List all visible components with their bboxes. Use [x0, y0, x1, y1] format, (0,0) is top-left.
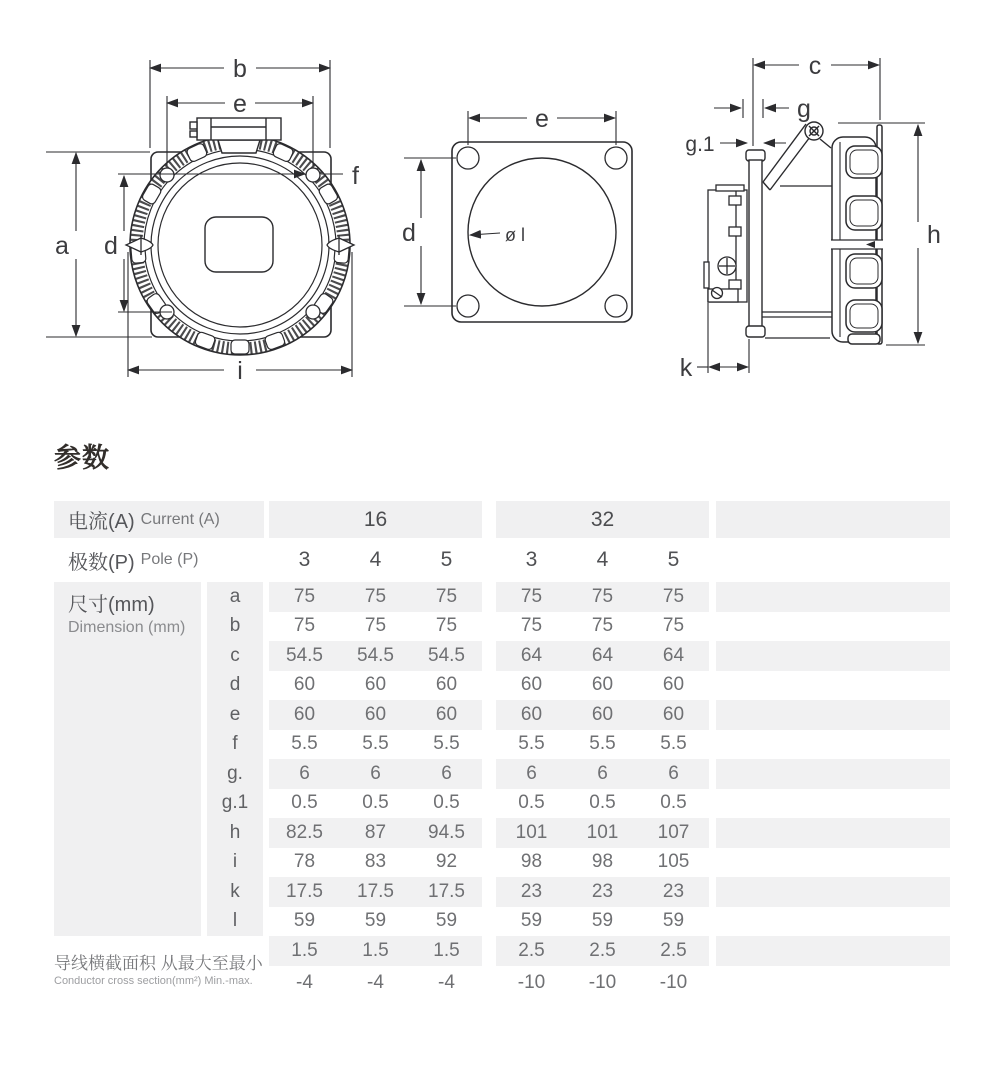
dimension-label — [54, 582, 201, 936]
params-table — [54, 501, 954, 1000]
empty-cell — [716, 907, 950, 937]
dim-value: 17.5 — [411, 877, 482, 907]
dim-label-k: k — [679, 354, 693, 382]
dim-value: 75 — [496, 582, 567, 612]
dim-row-g — [207, 759, 954, 789]
dim-value: 107 — [638, 818, 709, 848]
current-label-en: Current (A) — [140, 510, 220, 528]
dim-value: 54.5 — [340, 641, 411, 671]
pole-value: 4 — [596, 548, 609, 571]
pole-label — [54, 538, 264, 582]
dim-key: e — [207, 700, 263, 730]
conductor-label-en: Conductor cross section(mm²) Min.-max. — [54, 974, 253, 987]
dim-row-e — [207, 700, 954, 730]
dim-value: 60 — [496, 700, 567, 730]
conductor-value: -4 — [296, 971, 313, 993]
dim-label-hole-diameter: ø l — [505, 225, 525, 245]
dim-value: 82.5 — [269, 818, 340, 848]
dim-key: f — [207, 730, 263, 760]
dim-row-h — [207, 818, 954, 848]
dim-label-e: e — [233, 90, 247, 118]
dim-value: 75 — [364, 615, 387, 637]
technical-drawing — [0, 0, 1001, 432]
dim-row-b — [207, 612, 954, 642]
dim-value: 60 — [340, 700, 411, 730]
empty-cell — [716, 966, 950, 1000]
dim-value: 23 — [567, 877, 638, 907]
dim-value: 59 — [520, 910, 543, 932]
dim-value: 0.5 — [433, 792, 460, 814]
conductor-value: 1.5 — [269, 936, 340, 966]
empty-cell — [716, 848, 950, 878]
plate-view — [402, 105, 632, 322]
current-label — [54, 501, 264, 538]
dim-value: 75 — [638, 582, 709, 612]
dim-row-d — [207, 671, 954, 701]
dim-value: 75 — [567, 582, 638, 612]
dim-value: 60 — [662, 674, 685, 696]
empty-cell — [716, 789, 950, 819]
side-view — [680, 52, 941, 382]
dim-value: 60 — [567, 700, 638, 730]
dim-value: 23 — [496, 877, 567, 907]
current-label-cn: 电流(A) — [68, 511, 135, 533]
dim-value: 60 — [364, 674, 387, 696]
dim-value: 5.5 — [660, 733, 687, 755]
dim-value: 60 — [293, 674, 316, 696]
dim-key: l — [207, 907, 263, 937]
dim-value: 6 — [411, 759, 482, 789]
dim-value: 54.5 — [411, 641, 482, 671]
dim-value: 0.5 — [589, 792, 616, 814]
dim-value: 64 — [496, 641, 567, 671]
conductor-label-cn: 导线横截面积 从最大至最小 — [54, 953, 263, 973]
conductor-value: 2.5 — [567, 936, 638, 966]
dim-value: 17.5 — [269, 877, 340, 907]
dim-value: 78 — [293, 851, 316, 873]
dim-value: 60 — [520, 674, 543, 696]
dim-value: 94.5 — [411, 818, 482, 848]
conductor-value: 1.5 — [411, 936, 482, 966]
dim-value: 5.5 — [589, 733, 616, 755]
dim-value: 23 — [638, 877, 709, 907]
dim-value: 92 — [435, 851, 458, 873]
empty-cell — [716, 582, 950, 612]
empty-cell — [716, 700, 950, 730]
dim-value: 75 — [340, 582, 411, 612]
conductor-value: 2.5 — [496, 936, 567, 966]
conductor-block — [54, 936, 954, 1000]
dim-value: 60 — [435, 674, 458, 696]
dimension-block — [54, 582, 954, 936]
dim-key: h — [207, 818, 263, 848]
dim-value: 5.5 — [518, 733, 545, 755]
dim-label-g1: g.1 — [685, 133, 715, 156]
dim-label-g: g — [797, 95, 811, 123]
dim-key: b — [207, 612, 263, 642]
dim-value: 59 — [364, 910, 387, 932]
dim-value: 75 — [662, 615, 685, 637]
dim-value: 75 — [591, 615, 614, 637]
conductor-value: -10 — [659, 971, 688, 993]
empty-header-cell — [716, 501, 950, 538]
dim-value: 75 — [520, 615, 543, 637]
pole-value: 5 — [440, 548, 453, 571]
dim-value: 87 — [340, 818, 411, 848]
dim-value: 101 — [496, 818, 567, 848]
dim-row-k — [207, 877, 954, 907]
dim-key: g.1 — [207, 789, 263, 819]
dim-label-h: h — [927, 221, 941, 249]
conductor-value: 2.5 — [638, 936, 709, 966]
dim-value: 98 — [520, 851, 543, 873]
dim-label-b: b — [233, 55, 247, 83]
pole-value: 4 — [369, 548, 382, 571]
current-row — [54, 501, 954, 538]
section-title: 参数 — [54, 443, 110, 473]
dim-value: 83 — [364, 851, 387, 873]
dim-row-c — [207, 641, 954, 671]
dim-key: d — [207, 671, 263, 701]
dim-value: 60 — [591, 674, 614, 696]
dim-value: 101 — [567, 818, 638, 848]
empty-cell — [716, 877, 950, 907]
empty-cell — [716, 759, 950, 789]
current-group-16: 16 — [269, 501, 482, 538]
dim-key: i — [207, 848, 263, 878]
dim-value: 17.5 — [340, 877, 411, 907]
dim-label-plate-e: e — [535, 105, 549, 133]
dim-label-i: i — [237, 357, 243, 385]
pole-value: 3 — [525, 548, 538, 571]
dim-key: c — [207, 641, 263, 671]
dim-label-c: c — [808, 52, 822, 80]
dim-label-d: d — [104, 232, 118, 260]
pole-row — [54, 538, 954, 582]
pole-value: 5 — [667, 548, 680, 571]
dim-value: 59 — [435, 910, 458, 932]
empty-cell — [716, 818, 950, 848]
dim-row-a — [207, 582, 954, 612]
empty-cell — [716, 641, 950, 671]
conductor-value: -10 — [588, 971, 617, 993]
pole-label-en: Pole (P) — [140, 551, 199, 568]
dim-label-a: a — [55, 232, 69, 260]
conductor-row-max — [269, 936, 954, 966]
dimension-label-en: Dimension (mm) — [68, 619, 186, 636]
pole-label-cn: 极数(P) — [68, 551, 135, 574]
dim-value: 75 — [293, 615, 316, 637]
dim-value: 5.5 — [291, 733, 318, 755]
dim-key: g. — [207, 759, 263, 789]
dim-value: 6 — [638, 759, 709, 789]
empty-cell — [716, 730, 950, 760]
front-view — [46, 55, 359, 385]
dimension-label-cn: 尺寸(mm) — [68, 594, 155, 616]
dim-value: 0.5 — [291, 792, 318, 814]
dim-value: 64 — [567, 641, 638, 671]
dim-row-l — [207, 907, 954, 937]
conductor-row-min — [269, 966, 954, 1000]
dim-value: 0.5 — [660, 792, 687, 814]
dim-row-g1 — [207, 789, 954, 819]
dim-value: 75 — [269, 582, 340, 612]
dim-value: 59 — [662, 910, 685, 932]
dim-row-i — [207, 848, 954, 878]
dim-value: 5.5 — [433, 733, 460, 755]
parameters-section — [54, 436, 954, 1000]
dim-value: 75 — [435, 615, 458, 637]
dim-value: 6 — [567, 759, 638, 789]
dim-value: 0.5 — [518, 792, 545, 814]
dim-value: 59 — [591, 910, 614, 932]
dim-value: 98 — [591, 851, 614, 873]
empty-cell — [716, 936, 950, 966]
dim-value: 105 — [657, 851, 690, 873]
dim-value: 6 — [269, 759, 340, 789]
conductor-label — [54, 936, 266, 1000]
current-group-32: 32 — [496, 501, 709, 538]
dim-value: 0.5 — [362, 792, 389, 814]
dim-value: 6 — [340, 759, 411, 789]
dim-label-f: f — [352, 162, 359, 190]
empty-cell — [716, 538, 950, 582]
dim-value: 54.5 — [269, 641, 340, 671]
dim-key: k — [207, 877, 263, 907]
dim-label-plate-d: d — [402, 219, 416, 247]
dim-value: 59 — [293, 910, 316, 932]
dim-value: 60 — [638, 700, 709, 730]
dim-value: 60 — [411, 700, 482, 730]
conductor-value: -4 — [438, 971, 455, 993]
dim-value: 75 — [411, 582, 482, 612]
conductor-value: -4 — [367, 971, 384, 993]
empty-cell — [716, 671, 950, 701]
dim-row-f — [207, 730, 954, 760]
conductor-value: 1.5 — [340, 936, 411, 966]
dim-key: a — [207, 582, 263, 612]
pole-value: 3 — [298, 548, 311, 571]
empty-cell — [716, 612, 950, 642]
conductor-value: -10 — [517, 971, 546, 993]
dim-value: 60 — [269, 700, 340, 730]
dim-value: 5.5 — [362, 733, 389, 755]
dim-value: 6 — [496, 759, 567, 789]
dim-value: 64 — [638, 641, 709, 671]
